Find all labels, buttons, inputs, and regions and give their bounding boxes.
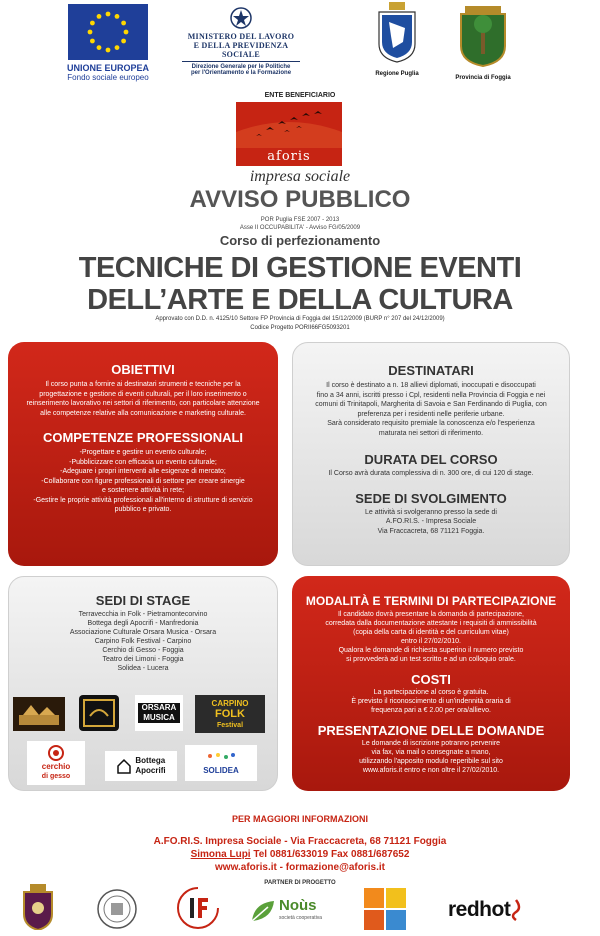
submission-line: Le domande di iscrizione potranno pervenire <box>361 740 501 747</box>
stage-heading: SEDI DI STAGE <box>95 593 191 608</box>
costs-line: frequenza pari a € 2.00 per ora/allievo. <box>371 707 491 714</box>
redhot-logo-text: redhot <box>448 898 511 921</box>
partner-heading: PARTNER DI PROGETTO <box>264 880 336 886</box>
submission-line: www.aforis.it entro e non oltre il 27/02/2010. <box>362 767 500 774</box>
venue-line: A.FO.RI.S. - Impresa Sociale <box>385 518 477 525</box>
participation-line: corredata dalla documentazione attestante i requisiti di ammissibilità <box>325 620 537 627</box>
partner-seal-logo <box>96 888 138 930</box>
venue-heading: SEDE DI SVOLGIMENTO <box>355 490 507 506</box>
course-title-line2: DELL’ARTE E DELLA CULTURA <box>87 284 513 316</box>
course-type: Corso di perfezionamento <box>219 233 381 248</box>
stage-panel <box>8 576 278 791</box>
bottega-logo-line2: Apocrifi <box>135 766 166 775</box>
costs-line: La partecipazione al corso è gratuita. <box>373 689 489 696</box>
solidea-logo <box>185 745 257 781</box>
skills-line: -Progettare e gestire un evento culturale; <box>79 449 207 456</box>
ministry-line3: Direzione Generale per le Politiche <box>191 64 291 70</box>
italy-emblem-icon <box>229 6 253 30</box>
if-icon <box>176 886 220 930</box>
participation-line: Qualora le domande di richiesta superino il numero previsto <box>338 647 524 654</box>
skills-line: pubblico e privato. <box>114 506 172 513</box>
blocks-icon <box>364 888 408 930</box>
objectives-line: Il corso punta a fornire ai destinatari strumenti e tecniche per la <box>45 381 241 388</box>
aforis-logo-text: aforis <box>267 149 311 164</box>
ministry-line1: MINISTERO DEL LAVORO <box>187 32 295 41</box>
submission-line: utilizzando l'apposito modulo reperibile sul sito <box>359 758 503 765</box>
stage-line: Teatro dei Limoni - Foggia <box>102 656 184 663</box>
aforis-logo <box>236 102 342 166</box>
skills-line: e sostenere attività in rete; <box>101 487 185 494</box>
recipients-line: preferenza per i residenti nelle periferie urbane. <box>357 410 505 418</box>
project-code: Codice Progetto PORII66FG5093201 <box>250 325 350 331</box>
asse-subtitle: Asse II OCCUPABILITA' - Avviso FG/05/2009 <box>239 225 361 231</box>
carpino-logo-line2: FOLK <box>215 707 245 720</box>
duration-heading: DURATA DEL CORSO <box>364 452 498 467</box>
orsara-logo-line2: MUSICA <box>138 713 180 723</box>
terravecchia-icon <box>17 701 61 727</box>
ministry-logo <box>176 6 306 76</box>
nous-leaf-icon <box>250 899 276 925</box>
skills-line: -Adeguare i propri interventi alle esigenze di mercato; <box>60 468 226 475</box>
solidea-logo-text: SOLIDEA <box>203 765 239 775</box>
costs-line: È previsto il riconoscimento di un'indennità oraria di <box>351 698 511 705</box>
foggia-crest-icon <box>455 2 511 68</box>
eu-subcaption: Fondo sociale europeo <box>67 73 149 82</box>
participation-line: (copia della carta di identità e del curriculum vitae) <box>353 629 509 636</box>
avviso-title: AVVISO PUBBLICO <box>189 186 411 213</box>
objectives-line: progettazione e gestione di eventi culturali, per il loro inserimento o <box>39 390 247 398</box>
redhot-logo <box>448 896 548 924</box>
participation-line: si provvederà ad un test scritto e ad un colloquio orale. <box>346 656 516 663</box>
participation-line: entro il 27/02/2010. <box>401 638 461 645</box>
contact-phone: Tel 0881/633019 Fax 0881/687652 <box>250 849 410 860</box>
contact-name-link[interactable]: Simona Lupi <box>190 849 251 860</box>
foggia-logo <box>448 2 518 81</box>
duration-line: Il Corso avrà durata complessiva di n. 300 ore, di cui 120 di stage. <box>328 470 534 477</box>
recipients-panel <box>292 342 570 566</box>
venue-line: Via Fraccacreta, 68 71121 Foggia. <box>377 527 485 535</box>
objectives-panel <box>8 342 278 566</box>
cerchio-logo-line2: di gesso <box>41 773 71 780</box>
birds-icon <box>236 102 342 148</box>
nous-logo <box>250 894 340 930</box>
por-subtitle: POR Puglia FSE 2007 - 2013 <box>260 217 340 223</box>
stage-line: Associazione Culturale Orsara Musica - Orsara <box>69 629 217 636</box>
submission-line: via fax, via mail o consegnate a mano, <box>371 749 491 756</box>
skills-line: -Gestire le proprie attività professionali all'interno di strutture di servizio <box>33 496 253 504</box>
aforis-tagline: impresa sociale <box>249 168 351 185</box>
participation-line: Il candidato dovrà presentare la domanda di partecipazione, <box>337 611 524 618</box>
if-partner-logo <box>176 886 220 930</box>
stage-line: Carpino Folk Festival - Carpino <box>94 638 192 645</box>
skills-line: -Pubblicizzare con efficacia un evento culturale; <box>69 458 217 466</box>
puglia-crest-icon <box>375 2 419 64</box>
ministry-line2: E DELLA PREVIDENZA SOCIALE <box>193 41 289 59</box>
colorful-partner-logo <box>364 888 408 930</box>
recipients-line: fino a 34 anni, iscritti presso i Cpl, residenti nella Provincia di Foggia e nei <box>316 391 546 399</box>
cerchio-spiral-icon <box>46 744 66 762</box>
seal-icon <box>96 888 138 930</box>
orsara-logo-line1: ORSARA <box>138 703 180 713</box>
recipients-heading: DESTINATARI <box>388 363 474 378</box>
carpino-logo-line3: Festival <box>216 721 244 729</box>
eu-logo <box>52 4 164 82</box>
eu-caption: UNIONE EUROPEA <box>66 63 149 73</box>
objectives-heading: OBIETTIVI <box>111 362 175 377</box>
participation-panel <box>292 576 570 791</box>
terravecchia-logo <box>13 697 65 731</box>
skills-line: -Collaborare con figure professionali di settore per creare sinergie <box>41 477 245 485</box>
carpino-logo-line1: CARPINO <box>211 698 249 708</box>
submission-heading: PRESENTAZIONE DELLE DOMANDE <box>317 723 545 738</box>
footer-web-link[interactable]: www.aforis.it - formazione@aforis.it <box>215 862 385 873</box>
orsara-logo <box>135 695 183 731</box>
nous-subtitle: società cooperativa <box>279 915 323 921</box>
recipients-line: Sarà considerato requisito premiale la conoscenza e/o l'esperienza <box>327 420 535 427</box>
objectives-line: reinserimento lavorativo nei settori di riferimento, con particolare attenzione <box>26 400 260 407</box>
cerchio-logo <box>27 741 85 785</box>
course-title-line1: TECNICHE DI GESTIONE EVENTI <box>78 252 522 284</box>
carpino-logo <box>195 695 265 733</box>
recipients-line: Il corso è destinato a n. 18 allievi diplomati, inoccupati e disoccupati <box>326 382 536 389</box>
eu-flag-icon <box>68 4 148 60</box>
objectives-line: alle competenze relative alla comunicazione e marketing culturale. <box>40 409 246 417</box>
foggia-caption: Provincia di Foggia <box>455 75 511 81</box>
stage-line: Bottega degli Apocrifi - Manfredonia <box>87 620 199 627</box>
flame-icon <box>510 898 522 922</box>
solidea-stars-icon <box>206 752 236 766</box>
recipients-line: comuni di Trinitapoli, Margherita di Savoia e San Ferdinando di Puglia, con <box>315 401 547 408</box>
bottega-house-icon <box>116 758 132 774</box>
venue-line: Le attività si svolgeranno presso la sede di <box>365 508 497 516</box>
beneficiary-label: ENTE BENEFICIARIO <box>264 92 336 99</box>
bottega-logo <box>105 751 177 781</box>
nous-logo-text: Noùs <box>279 897 317 914</box>
puglia-caption: Regione Puglia <box>375 71 419 77</box>
puglia-logo <box>368 2 426 77</box>
costs-heading: COSTI <box>411 672 451 687</box>
approval-text: Approvato con D.D. n. 4125/10 Settore FP Provincia di Foggia del 15/12/2009 (BURP n° 207 del 24/12/2009) <box>155 316 445 322</box>
footer-address: A.FO.RI.S. Impresa Sociale - Via Fraccacreta, 68 71121 Foggia <box>153 836 447 847</box>
stage-line: Cerchio di Gesso - Foggia <box>102 647 184 654</box>
more-info-heading: PER MAGGIORI INFORMAZIONI <box>232 814 368 824</box>
bottega-logo-line1: Bottega <box>135 756 166 765</box>
foggia-city-crest-logo <box>22 884 54 930</box>
city-crest-icon <box>22 884 54 930</box>
recipients-line: maturata nei settori di riferimento. <box>378 429 484 437</box>
folk-badge-icon <box>82 698 116 728</box>
participation-heading: MODALITÀ E TERMINI DI PARTECIPAZIONE <box>305 594 557 608</box>
footer-contact <box>0 849 600 860</box>
ministry-line4: per l'Orientamento e la Formazione <box>190 70 292 76</box>
terravecchia-folk-logo <box>79 695 119 731</box>
cerchio-logo-line1: cerchio <box>41 762 71 771</box>
stage-line: Terravecchia in Folk - Pietramontecorvino <box>78 611 208 618</box>
skills-heading: COMPETENZE PROFESSIONALI <box>42 430 244 445</box>
stage-line: Solidea - Lucera <box>117 665 169 672</box>
